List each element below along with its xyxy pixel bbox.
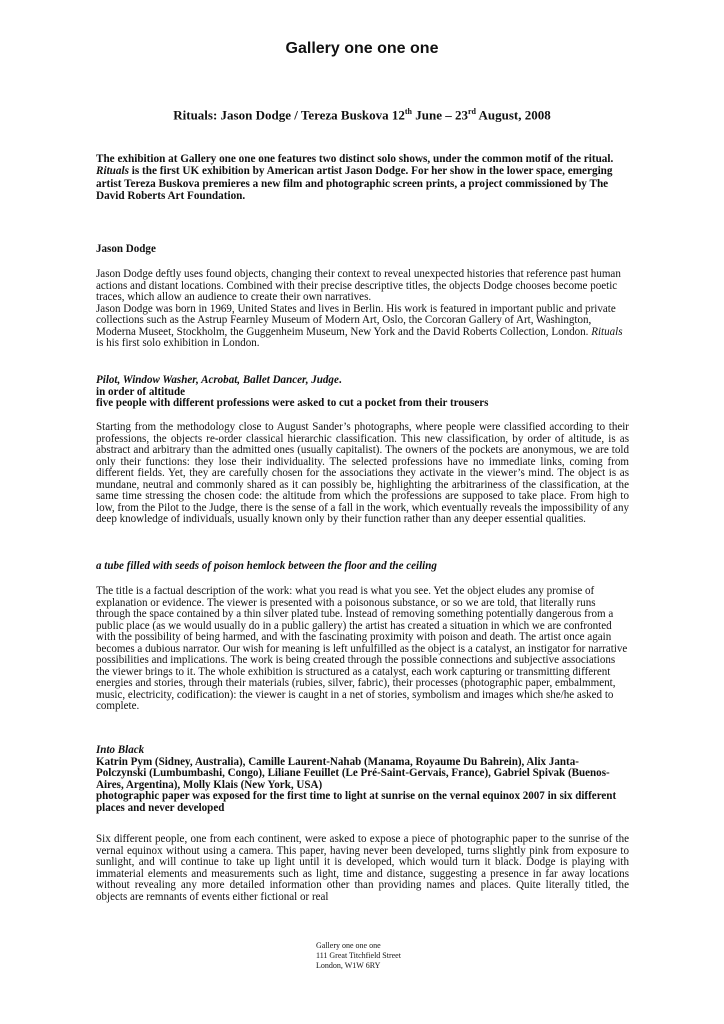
footer-city-postcode: London, W1W 6RY bbox=[316, 961, 381, 970]
pilot-title: Pilot, Window Washer, Acrobat, Ballet Dancer, Judge bbox=[96, 374, 339, 386]
subtitle-text-c: August, 2008 bbox=[475, 107, 551, 123]
tube-heading: a tube filled with seeds of poison hemlock between the floor and the ceiling bbox=[96, 560, 437, 572]
subtitle-sup-rd: rd bbox=[467, 107, 476, 116]
into-black-body: Six different people, one from each continent, were asked to expose a piece of photographic paper to the sunrise of the vernal equinox without using a camera. This paper, having never been developed, turns slightly pink from exposure to sunlight, and will continue to take up light until it is developed, which would turn it black. Dodge is playing with immaterial elements and measurements such as light, time and distance, suggesting a presence in far away locations without revealing any more detailed information other than providing names and places. Quite literally titled, the objects are remnants of events either fictional or real bbox=[96, 833, 629, 903]
into-black-participants: Katrin Pym (Sidney, Australia), Camille Laurent-Nahab (Manama, Royaume Du Bahrein), Alix Janta-Polczynski (Lumbumbashi, Congo), Liliane Feuillet (Le Pré-Saint-Gervais, France), Gabriel Spivak (Buenos-Aires, Argentina), Molly Klais (New York, USA) bbox=[96, 755, 610, 791]
pilot-description-line: five people with different professions were asked to cut a pocket from their trousers bbox=[96, 397, 489, 409]
into-black-heading bbox=[96, 745, 629, 814]
tube-body: The title is a factual description of the work: what you read is what you see. Yet the object eludes any promise of explanation or evidence. The viewer is presented with a poisonous substance, or so we are told, that literally runs through the space contained by a thin silver plated tube. Instead of removing something potentially dangerous from a public place (as we would usually do in a public gallery) the artist has created a situation in which we are confronted with the possibility of being harmed, and with the fascinating proximity with poison and death. The artist once again becomes a dubious narrator. Our wish for meaning is left unfulfilled as the object is a catalyst, an instigator for narrative possibilities and implications. The work is being created through the possible connections and subjective associations the viewer brings to it. The whole exhibition is structured as a catalyst, each work capturing or transmitting different energies and stories, through their materials (rubies, silver, fabric), their processes (photographic paper, embalmment, music, electricity, codification): the viewer is caught in a net of stories, symbolism and images which she/he asked to complete. bbox=[96, 585, 628, 712]
pilot-title-line bbox=[96, 375, 629, 387]
gallery-title: Gallery one one one bbox=[285, 40, 439, 57]
dodge-bio-text-a: Jason Dodge was born in 1969, United States and lives in Berlin. His work is featured in important public and private collections such as the Astrup Fearnley Museum of Modern Art, Oslo, the Corcoran Gallery of Art, Washington, Moderna Museet, Stockholm, the Guggenheim Museum, New York and the David Roberts Collection, London. bbox=[96, 302, 616, 338]
exhibition-subtitle bbox=[0, 107, 724, 123]
footer-street: 111 Great Titchfield Street bbox=[316, 951, 401, 960]
into-black-description: photographic paper was exposed for the first time to light at sunrise on the vernal equinox 2007 in six different places and never developed bbox=[96, 790, 617, 814]
intro-text-a: The exhibition at Gallery one one one features two distinct solo shows, under the common motif of the ritual. bbox=[96, 153, 614, 165]
into-black-title: Into Black bbox=[96, 744, 145, 756]
dodge-bio-text-c: is his first solo exhibition in London. bbox=[96, 337, 260, 349]
subtitle-text-b: June – 23 bbox=[412, 107, 468, 123]
pilot-body: Starting from the methodology close to August Sander’s photographs, where people were classified according to their professions, the objects re-order classical hierarchic classification. This new classification, by order of altitude, is as abstract and arbitrary than the admitted ones (usually capitalist). The owners of the pockets are anonymous, we are told only their functions: they lose their individuality. The selected professions have no immediate links, coming from different fields. Yet, they are carefully chosen for the associations they activate in the viewer’s mind. The object is as mundane, neutral and commonly shared as it can possibly be, highlighting the arbitrariness of the classification, at the same time stressing the chosen code: the altitude from which the professions are supposed to take place. From high to low, from the Pilot to the Judge, there is the sense of a fall in the work, which eventually reveals the impossibility of any deep knowledge of individuals, usually known only by their function rather than any deeper essential qualities. bbox=[96, 421, 629, 525]
subtitle-sup-th: th bbox=[404, 107, 412, 116]
dodge-bio bbox=[96, 269, 629, 350]
gallery-address-footer bbox=[316, 941, 401, 971]
intro-paragraph bbox=[96, 153, 629, 202]
dodge-bio-paragraph-1: Jason Dodge deftly uses found objects, changing their context to reveal unexpected histories that reference past human actions and distant locations. Combined with their precise descriptive titles, the objects Dodge chooses become poetic traces, which allow an audience to create their own narratives. bbox=[96, 268, 621, 303]
subtitle-text-a: Rituals: Jason Dodge / Tereza Buskova 12 bbox=[173, 107, 405, 123]
pilot-subtitle-line: in order of altitude bbox=[96, 385, 186, 398]
pilot-title-period: . bbox=[338, 374, 342, 386]
intro-text-c: is the first UK exhibition by American artist Jason Dodge. For her show in the lower space, emerging artist Tereza Buskova premieres a new film and photographic screen prints, a project commissioned by The David Roberts Art Foundation. bbox=[96, 165, 613, 202]
footer-gallery-name: Gallery one one one bbox=[316, 941, 381, 950]
dodge-bio-paragraph-2 bbox=[96, 304, 629, 350]
intro-rituals-italic: Rituals bbox=[96, 165, 129, 178]
pilot-heading bbox=[96, 375, 629, 410]
dodge-bio-rituals-italic: Rituals bbox=[591, 325, 623, 338]
dodge-heading: Jason Dodge bbox=[96, 243, 156, 255]
